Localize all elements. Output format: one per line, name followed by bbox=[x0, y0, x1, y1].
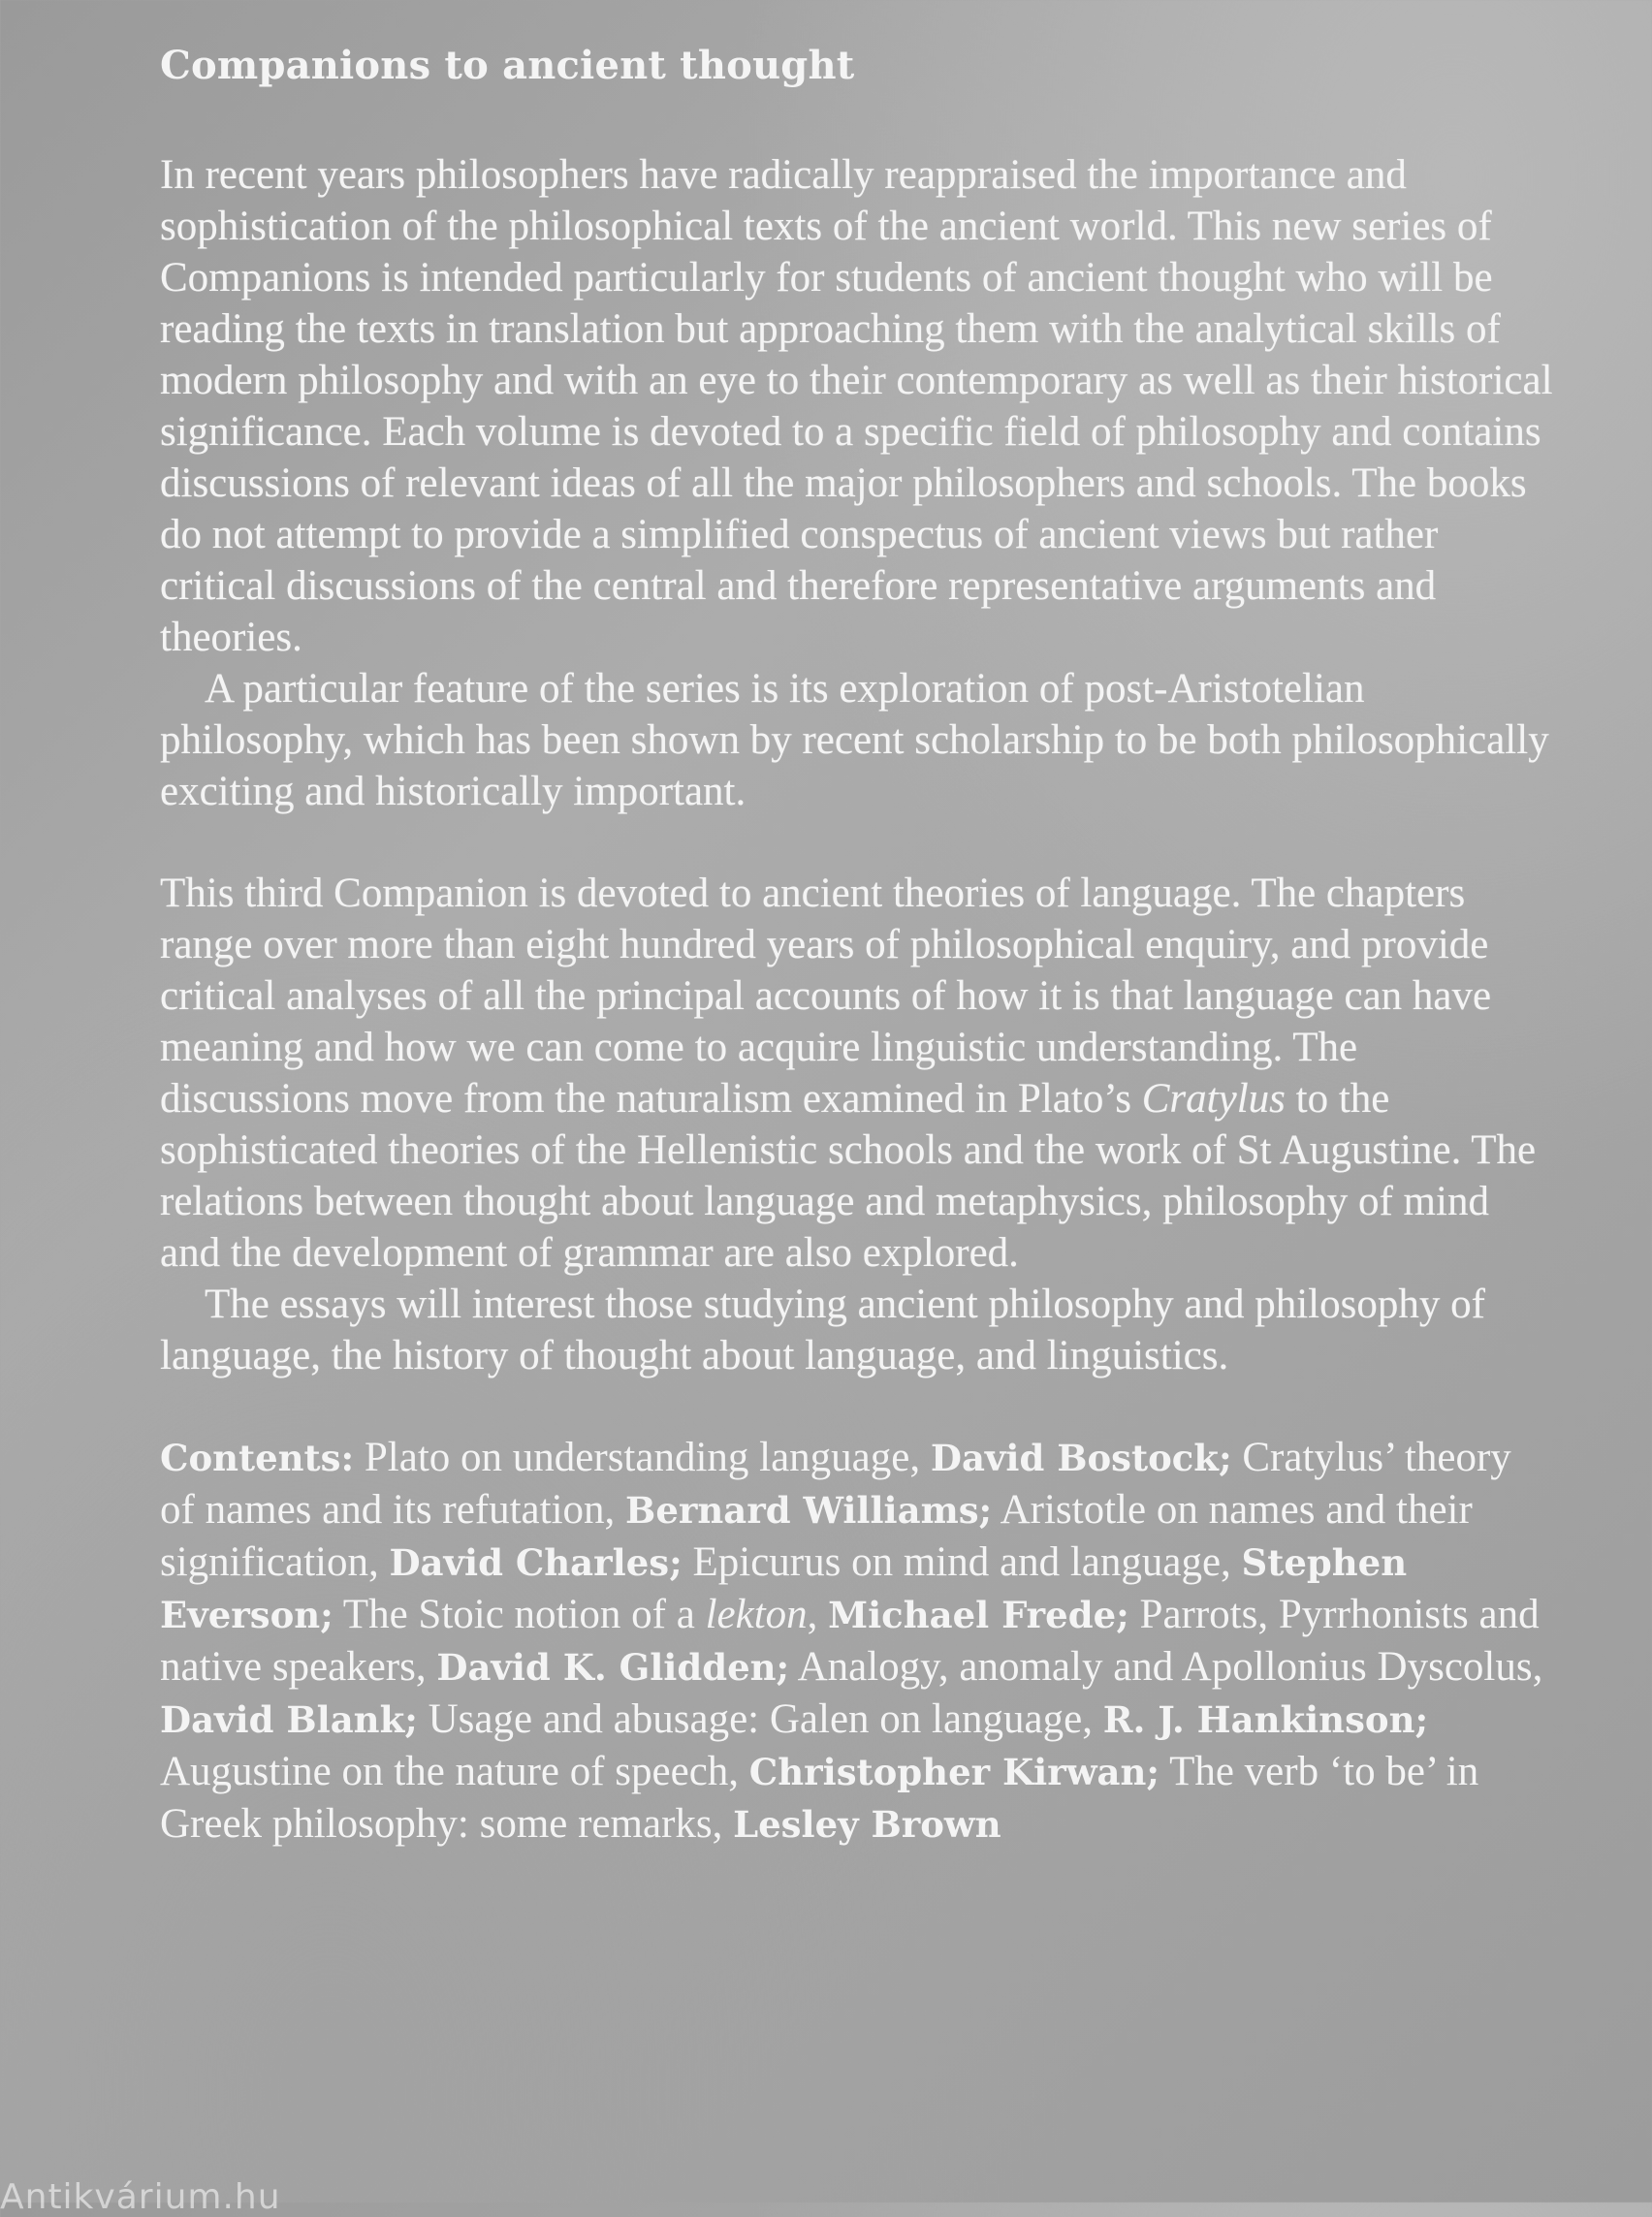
audience-paragraph: The essays will interest those studying ancient philosophy and philosophy of language, the history of thought about language, and linguistics. bbox=[160, 1282, 1485, 1378]
cratylus-title: Cratylus bbox=[1141, 1076, 1286, 1122]
chapter-author: R. J. Hankinson; bbox=[1102, 1698, 1429, 1741]
volume-description-paragraph bbox=[160, 868, 1556, 1279]
chapter-title: Plato on understanding language, bbox=[364, 1435, 931, 1480]
contents-label: Contents: bbox=[160, 1437, 355, 1479]
chapter-author: David Bostock; bbox=[930, 1437, 1232, 1479]
chapter-title: Augustine on the nature of speech, bbox=[160, 1749, 749, 1794]
chapter-title-text: , bbox=[807, 1592, 829, 1637]
series-description-paragraph: In recent years philosophers have radically reappraised the importance and sophistication of the philosophical texts of the ancient world. This new series of Companions is intended particularly for students of ancient thought who will be reading the texts in translation but approaching them with the analytical skills of modern philosophy and with an eye to their contemporary as well as their historical significance. Each volume is devoted to a specific field of philosophy and contains discussions of relevant ideas of all the major philosophers and schools. The books do not attempt to provide a simplified conspectus of ancient views but rather critical discussions of the central and therefore representative arguments and theories. bbox=[160, 152, 1553, 660]
series-heading: Companions to ancient thought bbox=[160, 43, 855, 88]
chapter-title: Aristotle on names and their signification, bbox=[160, 1487, 1473, 1585]
contents-list bbox=[160, 1432, 1556, 1851]
series-feature-paragraph: A particular feature of the series is its exploration of post-Aristotelian philosophy, which has been shown by recent scholarship to be both philosophically exciting and historically important. bbox=[160, 666, 1549, 814]
chapter-author: Lesley Brown bbox=[733, 1803, 1001, 1846]
chapter-title: Analogy, anomaly and Apollonius Dyscolus, bbox=[797, 1644, 1543, 1690]
chapter-author: David Blank; bbox=[160, 1698, 418, 1741]
chapter-author: Bernard Williams; bbox=[625, 1489, 993, 1532]
chapter-title: Cratylus’ theory of names and its refutation, bbox=[160, 1435, 1511, 1533]
chapter-title-text: The Stoic notion of a bbox=[342, 1592, 706, 1637]
chapter-title: Usage and abusage: Galen on language, bbox=[428, 1696, 1103, 1742]
watermark: Antikvárium.hu bbox=[0, 2177, 281, 2217]
chapter-author: Stephen Everson; bbox=[160, 1541, 1408, 1636]
volume-description-text: This third Companion is devoted to ancient theories of language. The chapters range over more than eight hundred years of philosophical enquiry, and provide critical analyses of all the principal accounts of how it is that language can have meaning and how we can come to acquire linguistic understanding. The discussions move from the naturalism examined in Plato’s bbox=[160, 871, 1492, 1122]
chapter-author: Michael Frede; bbox=[828, 1594, 1129, 1636]
spacer bbox=[160, 817, 1556, 868]
spacer bbox=[160, 1381, 1556, 1432]
chapter-title: Epicurus on mind and language, bbox=[692, 1539, 1242, 1585]
chapter-title: The verb ‘to be’ in Greek philosophy: some remarks, bbox=[160, 1749, 1479, 1847]
chapter-title bbox=[343, 1592, 828, 1637]
chapter-author: David Charles; bbox=[389, 1541, 683, 1584]
chapter-author: Christopher Kirwan; bbox=[748, 1751, 1160, 1793]
chapter-title: Parrots, Pyrrhonists and native speakers, bbox=[160, 1592, 1540, 1690]
back-cover-text bbox=[160, 39, 1556, 1851]
lekton-term: lekton bbox=[705, 1592, 808, 1637]
chapter-author: David K. Glidden; bbox=[436, 1646, 790, 1689]
volume-description-text-cont: to the sophisticated theories of the Hellenistic schools and the work of St Augustine. The relations between thought about language and metaphysics, philosophy of mind and the development of grammar are also explored. bbox=[160, 1076, 1537, 1276]
